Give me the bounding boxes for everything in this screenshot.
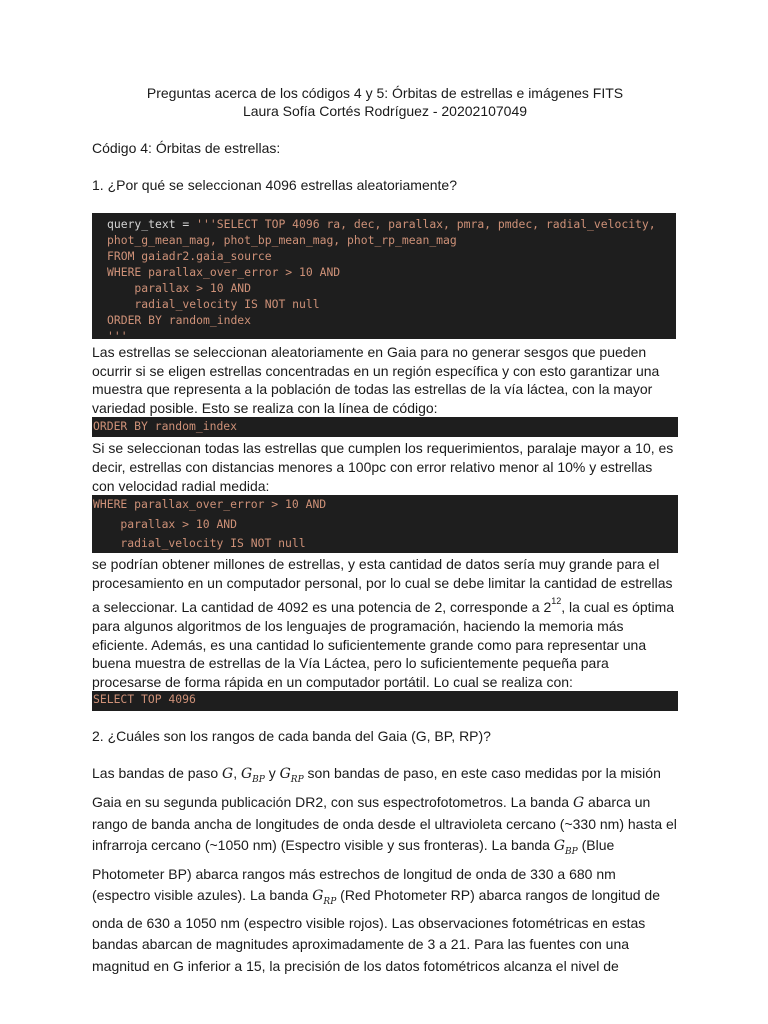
- code-op: =: [175, 217, 197, 231]
- document-page: [92, 84, 678, 977]
- symbol-g-bp: G: [553, 838, 566, 855]
- where-line-2: parallax > 10 AND: [93, 516, 238, 531]
- text-run: y: [264, 765, 280, 782]
- code-block-query: [92, 213, 676, 339]
- where-line-1: WHERE parallax_over_error > 10 AND: [93, 497, 327, 512]
- code-var: query_text: [107, 217, 176, 231]
- symbol-g-bp: G: [240, 766, 253, 783]
- code-line-1: [107, 216, 676, 232]
- text-run: son bandas de paso, en este caso medidas por la misión Gaia en su segunda publicación DR2, con sus espectrofotometros. La banda: [92, 765, 661, 810]
- symbol-g: G: [222, 766, 234, 783]
- text-run: ,: [233, 765, 241, 782]
- answer-2-paragraph: [92, 763, 678, 977]
- paragraph-3-part-a: se podrían obtener millones de estrellas, y esta cantidad de datos sería muy grande para el procesamiento en un computador personal, por lo cual se debe limitar la cantidad de estrellas a seleccionar. La cantidad de 4092 es una potencia de 2, corresponde a 2: [92, 556, 673, 616]
- text-run: abarca un rango de banda ancha de longitudes de onda desde el ultravioleta cercano (~330 nm) hasta el infrarroja cercano (~1050 nm) (Espectro visible y sus fronteras). La banda: [92, 793, 677, 854]
- subscript-bp: BP: [565, 847, 578, 858]
- code-block-where: [92, 495, 678, 553]
- code-line-5: parallax > 10 AND: [107, 281, 252, 295]
- code-line-2: phot_g_mean_mag, phot_bp_mean_mag, phot_rp_mean_mag: [107, 233, 457, 247]
- section-heading: Código 4: Órbitas de estrellas:: [92, 140, 281, 156]
- symbol-g: G: [572, 794, 585, 811]
- author-line: Laura Sofía Cortés Rodríguez - 20202107049: [242, 103, 528, 119]
- subscript-rp: RP: [323, 896, 337, 907]
- text-run: (Blue Photometer BP) abarca rangos más estrechos de longitud de onda de 330 a 680 nm (espectro visible azules). La banda: [92, 837, 616, 903]
- paragraph-3-part-b: , la cual es óptima para algunos algoritmos de los lenguajes de programación, haciendo la memoria más eficiente. Además, es una cantidad lo suficientemente grande como para representar una buena muestra de estrellas de la Vía Láctea, pero lo suficientemente pequeña para procesarse de forma rápida en un computador portátil. Lo cual se realiza con:: [92, 599, 675, 690]
- code-line-8: ''': [107, 329, 128, 339]
- code-string: '''SELECT TOP 4096 ra, dec, parallax, pmra, pmdec, radial_velocity,: [196, 217, 656, 231]
- code-line-3: FROM gaiadr2.gaia_source: [107, 249, 272, 263]
- code-line-4: WHERE parallax_over_error > 10 AND: [107, 265, 341, 279]
- symbol-g-rp: G: [279, 766, 291, 783]
- answer-1-paragraph-3: [92, 555, 678, 691]
- code-line-6: radial_velocity IS NOT null: [107, 297, 320, 311]
- code-inline-order-by: ORDER BY random_index: [92, 417, 678, 437]
- symbol-g-rp: G: [312, 887, 324, 904]
- document-title: [92, 84, 678, 120]
- code-line-7: ORDER BY random_index: [107, 313, 252, 327]
- question-2: 2. ¿Cuáles son los rangos de cada banda del Gaia (G, BP, RP)?: [92, 728, 491, 745]
- question-1: 1. ¿Por qué se seleccionan 4096 estrellas aleatoriamente?: [92, 177, 457, 193]
- subscript-rp: RP: [290, 775, 304, 786]
- answer-1-paragraph-2: Si se seleccionan todas las estrellas que cumplen los requerimientos, paralaje mayor a 10, es decir, estrellas con distancias menores a 100pc con error relativo menor al 10% y estrellas con velocidad radial medida:: [92, 440, 674, 494]
- code-inline-select-top: SELECT TOP 4096: [92, 691, 678, 711]
- text-run: (Red Photometer RP) abarca rangos de longitud de onda de 630 a 1050 nm (espectro visible rojos). Las observaciones fotométricas en estas bandas abarcan de magnitudes aproximadamente de 3 a 21. Para las fuentes con una magnitud en G inferior a 15, la precisión de los datos fotométricos alcanza el nivel de: [92, 886, 661, 974]
- answer-1-paragraph-1: Las estrellas se seleccionan aleatoriamente en Gaia para no generar sesgos que pueden ocurrir si se eligen estrellas concentradas en un región específica y con esto garantizar una muestra que representa a la población de todas las estrellas de la vía láctea, con la mayor variedad posible. Esto se realiza con la línea de código:: [92, 344, 660, 416]
- where-line-3: radial_velocity IS NOT null: [93, 536, 306, 551]
- exponent: 12: [551, 596, 562, 607]
- subscript-bp: BP: [252, 775, 265, 786]
- text-run: Las bandas de paso: [92, 765, 222, 782]
- title-line-1: Preguntas acerca de los códigos 4 y 5: Órbitas de estrellas e imágenes FITS: [146, 85, 624, 101]
